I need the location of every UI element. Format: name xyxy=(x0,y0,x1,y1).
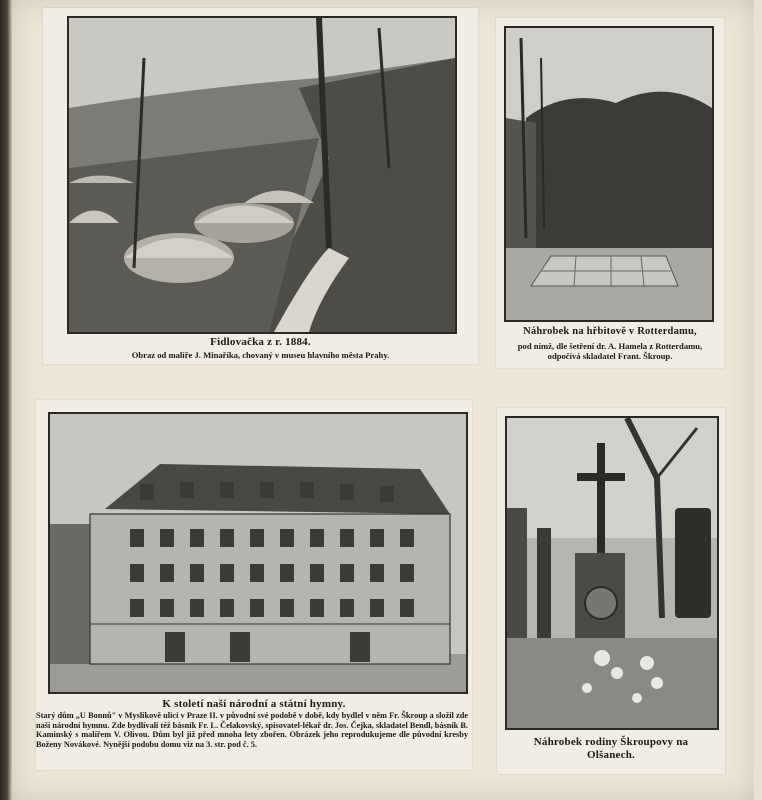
panel-u-bonnu xyxy=(36,400,472,770)
olsany-grave-photo xyxy=(505,416,719,730)
olsany-title: Náhrobek rodiny Škroupovy na Olšanech. xyxy=(533,736,689,761)
panel-rotterdam xyxy=(496,18,724,368)
fidlovacka-subtitle: Obraz od malíře J. Minaříka, chovaný v museu hlavního města Prahy. xyxy=(131,350,390,360)
rotterdam-subtitle: pod nímž, dle šetření dr. A. Hamela z Rotterdamu, odpočívá skladatel Frant. Škroup. xyxy=(517,341,703,361)
fidlovacka-painting xyxy=(67,16,457,334)
rotterdam-grave-photo xyxy=(504,26,714,322)
panel-olsany xyxy=(497,408,725,774)
panel-fidlovacka xyxy=(43,8,478,364)
u-bonnu-body: Starý dům „U Bonnů" v Myslíkově ulici v Praze II. v původní své podobě v době, kdy bydlel v něm Fr. Škroup a složil zde naši národní hymnu. Zde bydlívali též básník Fr. L. Čelakovský, spisovatel-lékař dr. Jos. Čejka, skladatel Bendl, básník B. Kaminský s malířem V. Olivou. Dům byl již před mnoha lety zbořen. Obrázek jeho reprodukujeme dle původní kresby Boženy Novákové. Nynější podobu domu viz na 3. str. pod č. 5. xyxy=(36,711,468,749)
u-bonnu-house-drawing xyxy=(48,412,468,694)
rotterdam-title: Náhrobek na hřbitově v Rotterdamu, xyxy=(523,326,697,337)
u-bonnu-title: K století naší národní a státní hymny. xyxy=(162,698,346,710)
fidlovacka-title: Fidlovačka z r. 1884. xyxy=(210,336,311,348)
binding-edge xyxy=(0,0,12,800)
